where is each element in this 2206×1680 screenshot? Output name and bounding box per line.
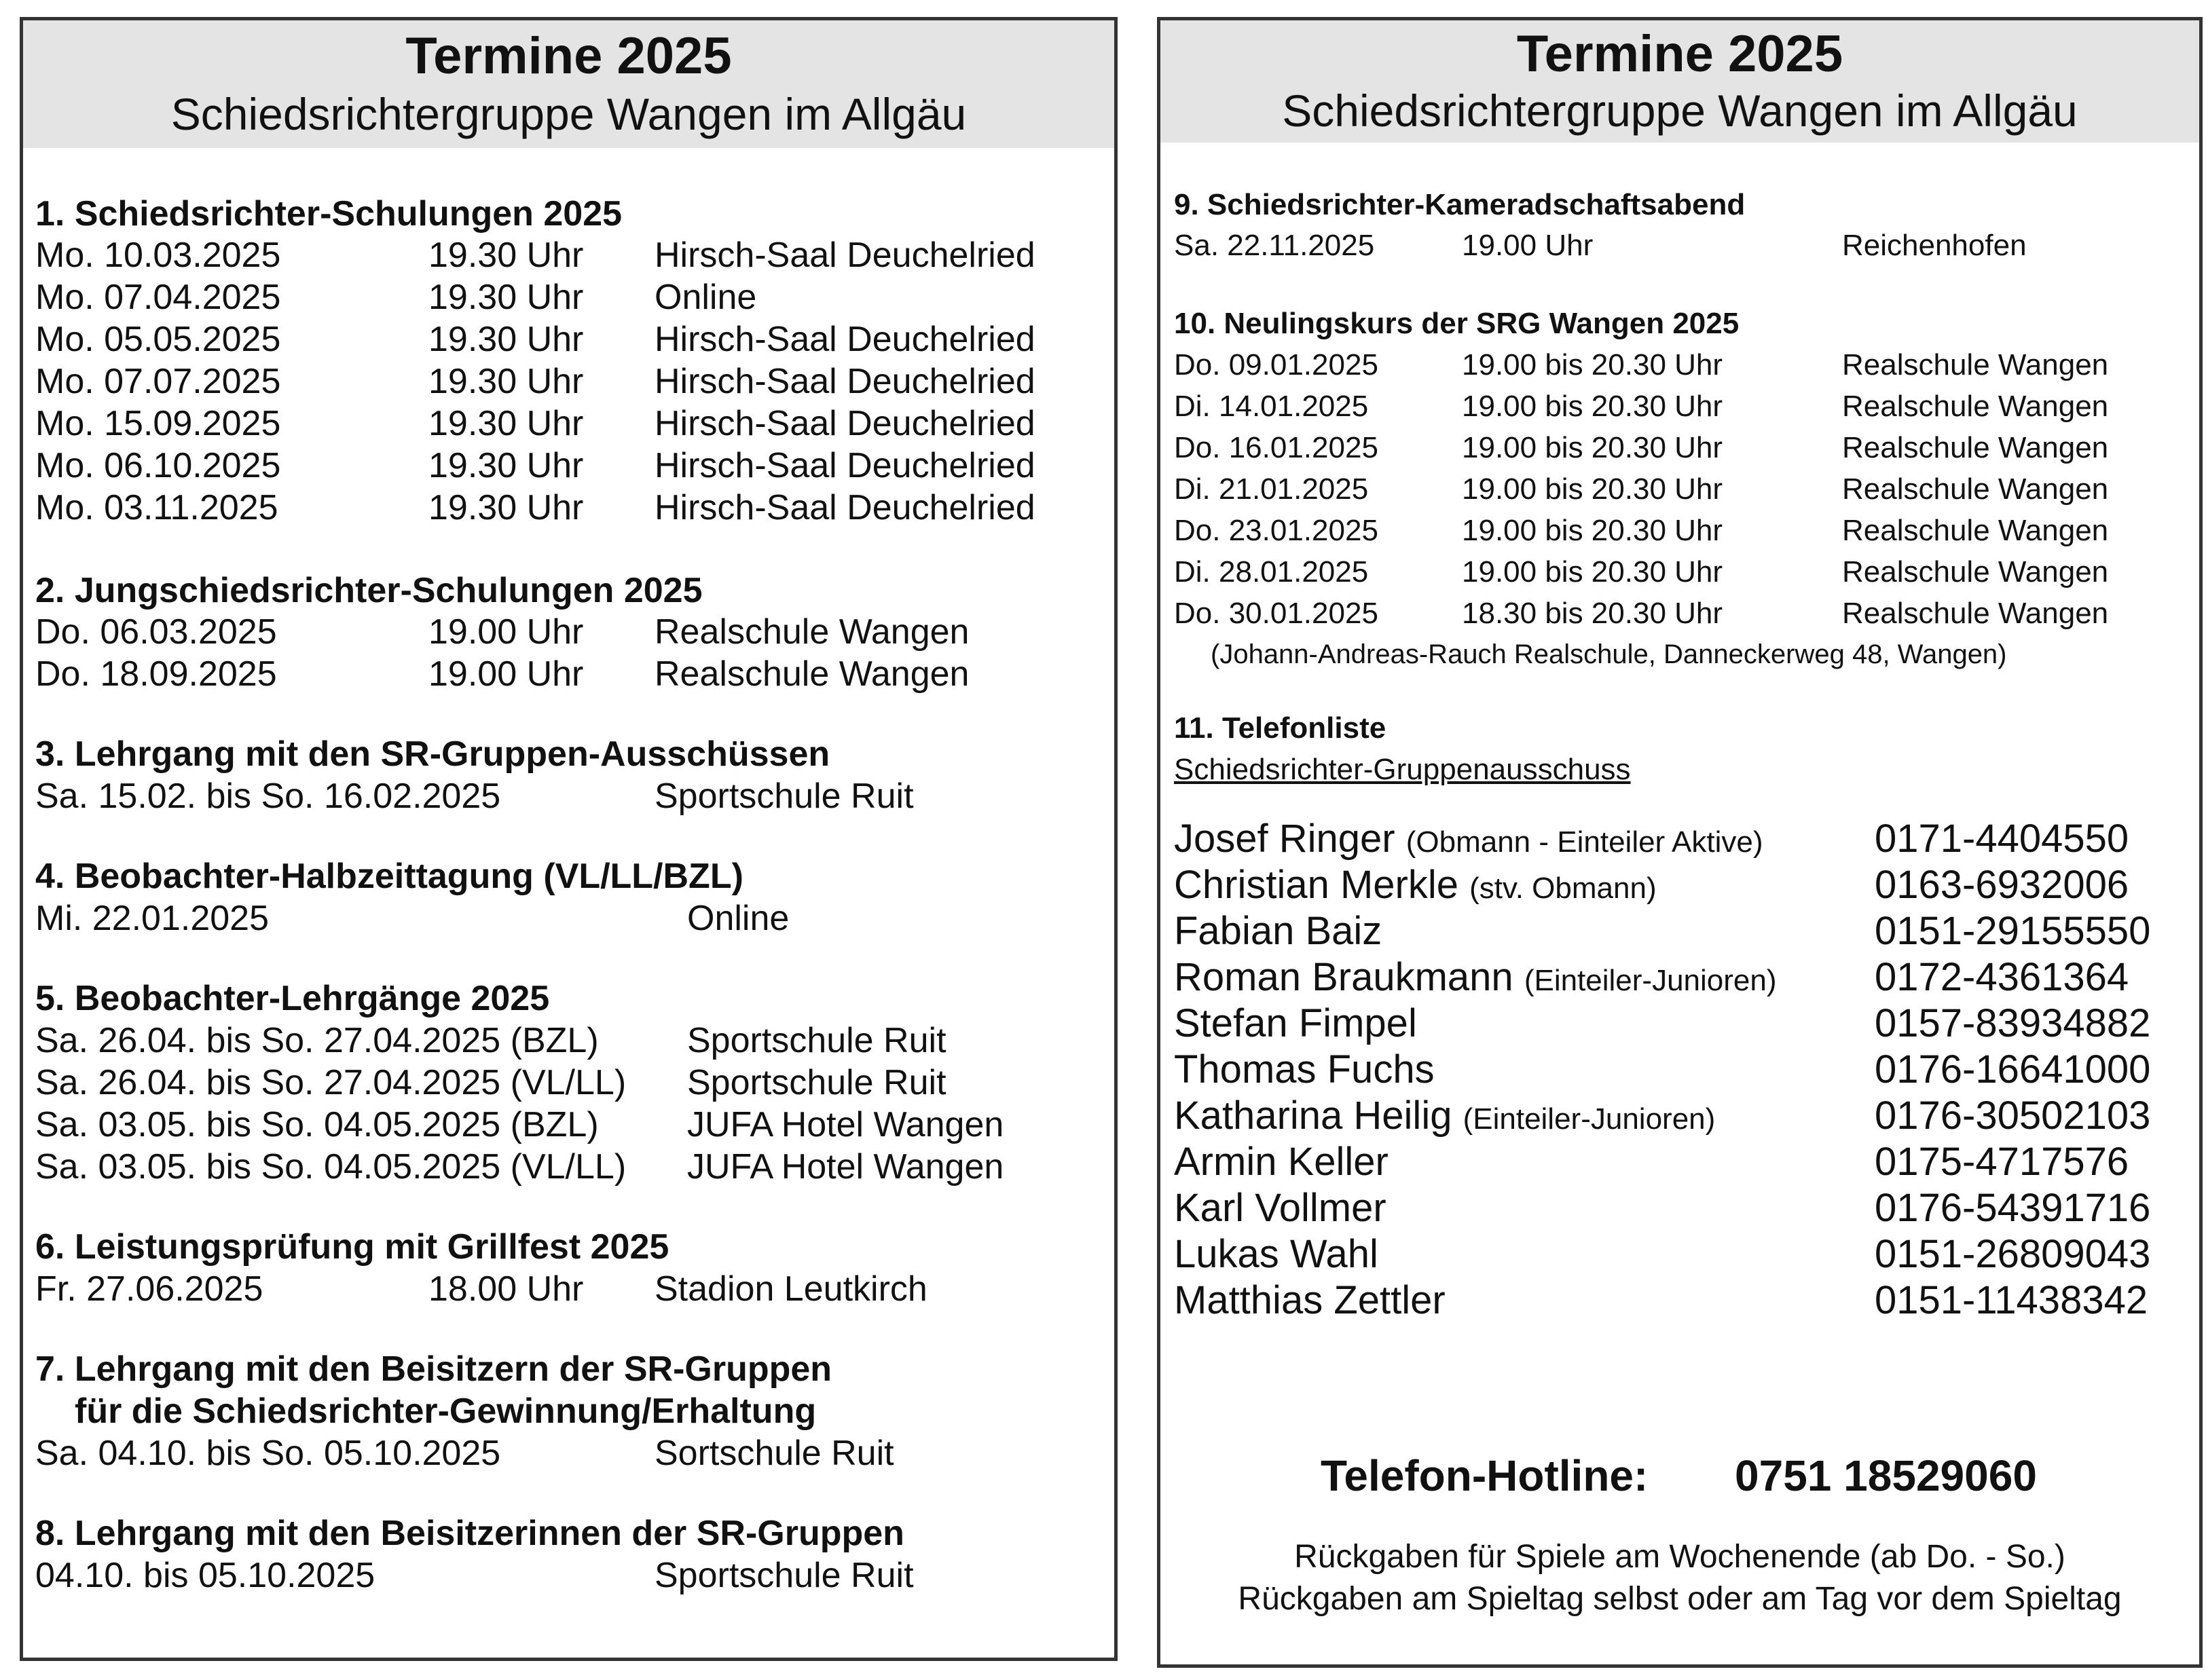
s6-time: 18.00 Uhr bbox=[428, 1269, 584, 1309]
section-heading-11: 11. Telefonliste bbox=[1174, 711, 1386, 745]
contact-9-name: Karl Vollmer bbox=[1174, 1186, 1386, 1230]
s1-row-5-place: Hirsch-Saal Deuchelried bbox=[655, 404, 1035, 443]
s10-row-3-date: Do. 16.01.2025 bbox=[1174, 431, 1378, 464]
section-heading-5: 5. Beobachter-Lehrgänge 2025 bbox=[35, 979, 550, 1018]
contact-2-name bbox=[1174, 865, 1657, 905]
contact-1-name bbox=[1174, 819, 1763, 859]
schedule-panel-right bbox=[1157, 17, 2203, 1668]
s1-row-4-time: 19.30 Uhr bbox=[428, 362, 584, 401]
contact-name: Christian Merkle bbox=[1174, 863, 1458, 907]
contact-5-name: Stefan Fimpel bbox=[1174, 1001, 1417, 1045]
s1-row-7-time: 19.30 Uhr bbox=[428, 488, 584, 527]
contact-role: (Einteiler-Junioren) bbox=[1524, 964, 1777, 997]
contact-role: (Obmann - Einteiler Aktive) bbox=[1405, 825, 1763, 859]
section-heading-1: 1. Schiedsrichter-Schulungen 2025 bbox=[35, 194, 623, 234]
returns-note-2: Rückgaben am Spieltag selbst oder am Tag vor dem Spieltag bbox=[1238, 1581, 2122, 1617]
contact-4-phone: 0172-4361364 bbox=[1875, 955, 2129, 999]
section-heading-8: 8. Lehrgang mit den Beisitzerinnen der SR-Gruppen bbox=[35, 1514, 904, 1553]
s4-place: Online bbox=[687, 899, 790, 938]
s3-date: Sa. 15.02. bis So. 16.02.2025 bbox=[35, 777, 501, 816]
s10-row-4-time: 19.00 bis 20.30 Uhr bbox=[1462, 472, 1723, 506]
s5-row-1-date: Sa. 26.04. bis So. 27.04.2025 (BZL) bbox=[35, 1021, 599, 1060]
section-heading-10: 10. Neulingskurs der SRG Wangen 2025 bbox=[1174, 307, 1740, 340]
panel-header bbox=[1160, 20, 2199, 143]
s1-row-3-date: Mo. 05.05.2025 bbox=[35, 320, 281, 359]
s3-place: Sportschule Ruit bbox=[655, 777, 914, 816]
s1-row-3-place: Hirsch-Saal Deuchelried bbox=[655, 320, 1035, 359]
s1-row-7-date: Mo. 03.11.2025 bbox=[35, 488, 278, 527]
s5-row-3-place: JUFA Hotel Wangen bbox=[687, 1105, 1004, 1144]
s10-row-3-time: 19.00 bis 20.30 Uhr bbox=[1462, 431, 1723, 464]
contact-4-name bbox=[1174, 955, 1777, 999]
s10-row-2-date: Di. 14.01.2025 bbox=[1174, 390, 1369, 423]
s10-row-6-time: 19.00 bis 20.30 Uhr bbox=[1462, 555, 1723, 589]
s5-row-4-date: Sa. 03.05. bis So. 04.05.2025 (VL/LL) bbox=[35, 1147, 627, 1187]
contact-7-name bbox=[1174, 1096, 1715, 1136]
s9-time: 19.00 Uhr bbox=[1462, 229, 1594, 262]
s10-row-4-date: Di. 21.01.2025 bbox=[1174, 472, 1369, 506]
contact-3-name: Fabian Baiz bbox=[1174, 909, 1382, 953]
contact-10-phone: 0151-26809043 bbox=[1875, 1232, 2151, 1276]
s1-row-7-place: Hirsch-Saal Deuchelried bbox=[655, 488, 1035, 527]
contact-3-phone: 0151-29155550 bbox=[1875, 909, 2151, 953]
hotline-label: Telefon-Hotline: bbox=[1321, 1451, 1649, 1500]
s10-row-7-date: Do. 30.01.2025 bbox=[1174, 597, 1378, 630]
s2-row-2-time: 19.00 Uhr bbox=[428, 654, 584, 694]
contact-name: Katharina Heilig bbox=[1174, 1094, 1452, 1138]
schedule-panel-left bbox=[20, 17, 1118, 1661]
s2-row-2-date: Do. 18.09.2025 bbox=[35, 654, 277, 694]
panel-header bbox=[23, 20, 1114, 148]
phone-list-subheading: Schiedsrichter-Gruppenausschuss bbox=[1174, 753, 1631, 786]
s7-date: Sa. 04.10. bis So. 05.10.2025 bbox=[35, 1434, 501, 1473]
contact-9-phone: 0176-54391716 bbox=[1875, 1186, 2151, 1230]
s1-row-4-place: Hirsch-Saal Deuchelried bbox=[655, 362, 1035, 401]
s9-place: Reichenhofen bbox=[1842, 229, 2027, 262]
s1-row-1-place: Hirsch-Saal Deuchelried bbox=[655, 236, 1035, 275]
contact-2-phone: 0163-6932006 bbox=[1875, 863, 2129, 907]
section-heading-4: 4. Beobachter-Halbzeittagung (VL/LL/BZL) bbox=[35, 857, 743, 896]
page-title: Termine 2025 bbox=[405, 27, 732, 85]
page-title: Termine 2025 bbox=[1516, 25, 1843, 83]
s1-row-6-time: 19.30 Uhr bbox=[428, 446, 584, 485]
s4-date: Mi. 22.01.2025 bbox=[35, 899, 270, 938]
s10-row-2-place: Realschule Wangen bbox=[1842, 390, 2109, 423]
s5-row-4-place: JUFA Hotel Wangen bbox=[687, 1147, 1004, 1187]
s8-date: 04.10. bis 05.10.2025 bbox=[35, 1556, 375, 1595]
contact-6-name: Thomas Fuchs bbox=[1174, 1047, 1435, 1091]
s10-row-5-place: Realschule Wangen bbox=[1842, 514, 2109, 547]
contact-10-name: Lukas Wahl bbox=[1174, 1232, 1378, 1276]
s6-date: Fr. 27.06.2025 bbox=[35, 1269, 263, 1309]
section-heading-6: 6. Leistungsprüfung mit Grillfest 2025 bbox=[35, 1227, 669, 1267]
s5-row-2-place: Sportschule Ruit bbox=[687, 1063, 946, 1102]
s1-row-1-time: 19.30 Uhr bbox=[428, 236, 584, 275]
contact-8-phone: 0175-4717576 bbox=[1875, 1140, 2129, 1184]
contact-11-phone: 0151-11438342 bbox=[1875, 1278, 2148, 1322]
s10-row-1-place: Realschule Wangen bbox=[1842, 348, 2109, 381]
s10-row-5-time: 19.00 bis 20.30 Uhr bbox=[1462, 514, 1723, 547]
s1-row-3-time: 19.30 Uhr bbox=[428, 320, 584, 359]
s1-row-6-date: Mo. 06.10.2025 bbox=[35, 446, 281, 485]
page-subtitle: Schiedsrichtergruppe Wangen im Allgäu bbox=[170, 89, 967, 139]
section-heading-9: 9. Schiedsrichter-Kameradschaftsabend bbox=[1174, 188, 1746, 221]
section-heading-2: 2. Jungschiedsrichter-Schulungen 2025 bbox=[35, 571, 703, 610]
s2-row-1-place: Realschule Wangen bbox=[655, 612, 970, 652]
s10-row-7-time: 18.30 bis 20.30 Uhr bbox=[1462, 597, 1723, 630]
s6-place: Stadion Leutkirch bbox=[655, 1269, 927, 1309]
contact-role: (stv. Obmann) bbox=[1469, 872, 1657, 905]
s2-row-2-place: Realschule Wangen bbox=[655, 654, 970, 694]
returns-note-1: Rückgaben für Spiele am Wochenende (ab Do. - So.) bbox=[1294, 1539, 2065, 1575]
s5-row-3-date: Sa. 03.05. bis So. 04.05.2025 (BZL) bbox=[35, 1105, 599, 1144]
s1-row-5-time: 19.30 Uhr bbox=[428, 404, 584, 443]
s1-row-2-time: 19.30 Uhr bbox=[428, 278, 584, 317]
s10-row-4-place: Realschule Wangen bbox=[1842, 472, 2109, 506]
contact-name: Roman Braukmann bbox=[1174, 955, 1513, 999]
s1-row-1-date: Mo. 10.03.2025 bbox=[35, 236, 281, 275]
s1-row-6-place: Hirsch-Saal Deuchelried bbox=[655, 446, 1035, 485]
s10-row-1-date: Do. 09.01.2025 bbox=[1174, 348, 1378, 381]
contact-8-name: Armin Keller bbox=[1174, 1140, 1389, 1184]
s10-row-6-date: Di. 28.01.2025 bbox=[1174, 555, 1369, 589]
section-heading-7: 7. Lehrgang mit den Beisitzern der SR-Gruppen bbox=[35, 1349, 832, 1389]
contact-role: (Einteiler-Junioren) bbox=[1463, 1102, 1716, 1136]
hotline-number: 0751 18529060 bbox=[1735, 1451, 2037, 1500]
s2-row-1-date: Do. 06.03.2025 bbox=[35, 612, 277, 652]
s7-place: Sortschule Ruit bbox=[655, 1434, 894, 1473]
contact-6-phone: 0176-16641000 bbox=[1875, 1047, 2151, 1091]
s2-row-1-time: 19.00 Uhr bbox=[428, 612, 584, 652]
s5-row-1-place: Sportschule Ruit bbox=[687, 1021, 946, 1060]
page-subtitle: Schiedsrichtergruppe Wangen im Allgäu bbox=[1282, 86, 2078, 136]
section-heading-3: 3. Lehrgang mit den SR-Gruppen-Ausschüssen bbox=[35, 734, 830, 774]
s1-row-2-date: Mo. 07.04.2025 bbox=[35, 278, 281, 317]
s5-row-2-date: Sa. 26.04. bis So. 27.04.2025 (VL/LL) bbox=[35, 1063, 627, 1102]
contact-7-phone: 0176-30502103 bbox=[1875, 1094, 2151, 1138]
s1-row-5-date: Mo. 15.09.2025 bbox=[35, 404, 281, 443]
section-heading-7-line2: für die Schiedsrichter-Gewinnung/Erhaltung bbox=[75, 1392, 817, 1431]
s10-row-6-place: Realschule Wangen bbox=[1842, 555, 2109, 589]
s10-row-3-place: Realschule Wangen bbox=[1842, 431, 2109, 464]
s1-row-2-place: Online bbox=[655, 278, 757, 317]
contact-1-phone: 0171-4404550 bbox=[1875, 817, 2129, 861]
contact-name: Josef Ringer bbox=[1174, 817, 1395, 861]
contact-11-name: Matthias Zettler bbox=[1174, 1278, 1446, 1322]
s10-location-note: (Johann-Andreas-Rauch Realschule, Danneckerweg 48, Wangen) bbox=[1211, 639, 2007, 669]
s1-row-4-date: Mo. 07.07.2025 bbox=[35, 362, 281, 401]
s10-row-5-date: Do. 23.01.2025 bbox=[1174, 514, 1378, 547]
s10-row-2-time: 19.00 bis 20.30 Uhr bbox=[1462, 390, 1723, 423]
s9-date: Sa. 22.11.2025 bbox=[1174, 229, 1375, 262]
contact-5-phone: 0157-83934882 bbox=[1875, 1001, 2151, 1045]
s10-row-7-place: Realschule Wangen bbox=[1842, 597, 2109, 630]
s10-row-1-time: 19.00 bis 20.30 Uhr bbox=[1462, 348, 1723, 381]
s8-place: Sportschule Ruit bbox=[655, 1556, 914, 1595]
